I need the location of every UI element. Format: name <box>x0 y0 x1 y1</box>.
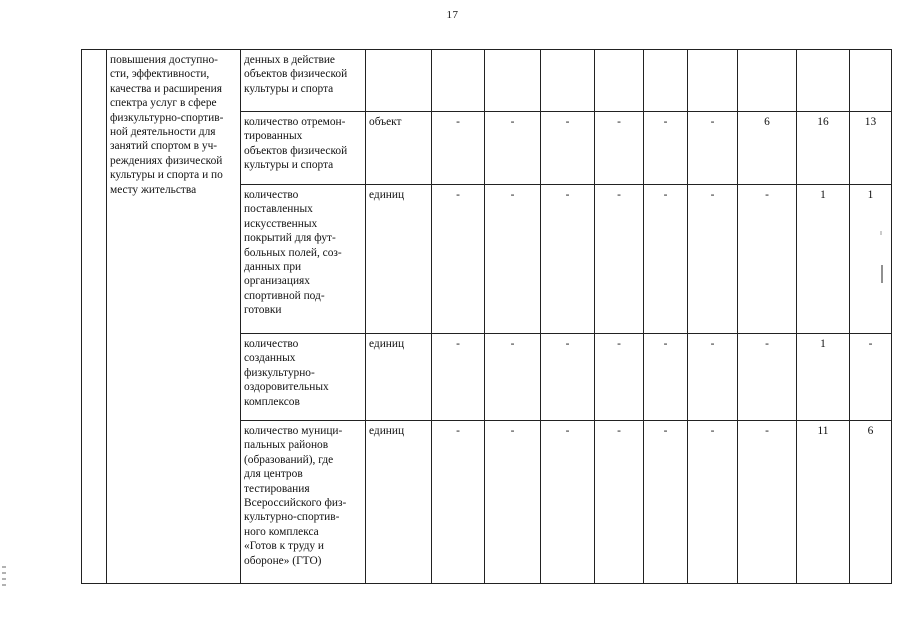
value-cell: - <box>541 421 595 584</box>
table-row <box>82 50 892 112</box>
value-cell: - <box>688 334 738 421</box>
value-cell: 1 <box>797 334 850 421</box>
value-cell <box>738 50 797 112</box>
value-cell: 13 <box>850 112 892 185</box>
value-cell: - <box>688 421 738 584</box>
value-cell: - <box>541 185 595 334</box>
value-cell: - <box>688 185 738 334</box>
value-cell <box>595 50 644 112</box>
value-cell <box>644 50 688 112</box>
value-cell: - <box>595 421 644 584</box>
indicator-cell <box>241 112 366 185</box>
value-cell <box>432 50 485 112</box>
value-cell: - <box>485 112 541 185</box>
indicator-text: количество поставленных искусственных покрытий для фут- больных полей, соз- данных при организациях спортивной под- готовки <box>244 189 342 317</box>
value-cell: - <box>644 334 688 421</box>
value-cell: - <box>432 112 485 185</box>
value-cell: - <box>595 334 644 421</box>
value-cell: - <box>850 334 892 421</box>
value-cell <box>850 50 892 112</box>
indicator-cell <box>241 185 366 334</box>
value-cell: - <box>738 421 797 584</box>
indicator-text: денных в действие объектов физической культуры и спорта <box>244 54 348 95</box>
value-cell: - <box>595 185 644 334</box>
value-cell <box>797 50 850 112</box>
value-cell: - <box>541 334 595 421</box>
value-cell: - <box>644 421 688 584</box>
value-cell: - <box>644 185 688 334</box>
value-cell: 11 <box>797 421 850 584</box>
value-cell: - <box>432 185 485 334</box>
indicator-text: количество созданных физкультурно- оздоровительных комплексов <box>244 338 329 408</box>
value-cell: 6 <box>850 421 892 584</box>
value-cell: - <box>738 185 797 334</box>
scan-artifact-marks <box>880 225 886 285</box>
value-cell: - <box>485 334 541 421</box>
value-cell <box>485 50 541 112</box>
value-cell: - <box>432 334 485 421</box>
indicator-cell <box>241 50 366 112</box>
unit-cell: единиц <box>366 334 432 421</box>
value-cell <box>688 50 738 112</box>
value-cell: - <box>688 112 738 185</box>
goal-text: повышения доступно- сти, эффективности, качества и расширения спектра услуг в сфере физкультурно-спортив- ной деятельности для занятий спортом в уч- реждениях физической культуры и спорта и по месту жительства <box>110 54 224 196</box>
indicator-cell <box>241 421 366 584</box>
value-cell: 1 <box>797 185 850 334</box>
value-cell: 16 <box>797 112 850 185</box>
margin-marks <box>2 565 6 589</box>
value-cell <box>541 50 595 112</box>
value-cell: - <box>485 185 541 334</box>
value-cell: - <box>485 421 541 584</box>
goal-cell <box>107 50 241 584</box>
value-cell: - <box>738 334 797 421</box>
value-cell: 1 <box>850 185 892 334</box>
value-cell: 6 <box>738 112 797 185</box>
page-number: 17 <box>446 9 459 21</box>
unit-cell: единиц <box>366 421 432 584</box>
value-cell: - <box>541 112 595 185</box>
left-margin-cell <box>82 50 107 584</box>
program-indicators-table <box>81 49 892 584</box>
unit-cell <box>366 50 432 112</box>
value-cell: - <box>595 112 644 185</box>
indicator-cell <box>241 334 366 421</box>
indicator-text: количество муници- пальных районов (образований), где для центров тестирования Всероссийского физ- культурно-спортив- ного комплекса «Готов к труду и обороне» (ГТО) <box>244 425 347 567</box>
value-cell: - <box>644 112 688 185</box>
value-cell: - <box>432 421 485 584</box>
unit-cell: единиц <box>366 185 432 334</box>
unit-cell: объект <box>366 112 432 185</box>
indicator-text: количество отремон- тированных объектов физической культуры и спорта <box>244 116 348 172</box>
